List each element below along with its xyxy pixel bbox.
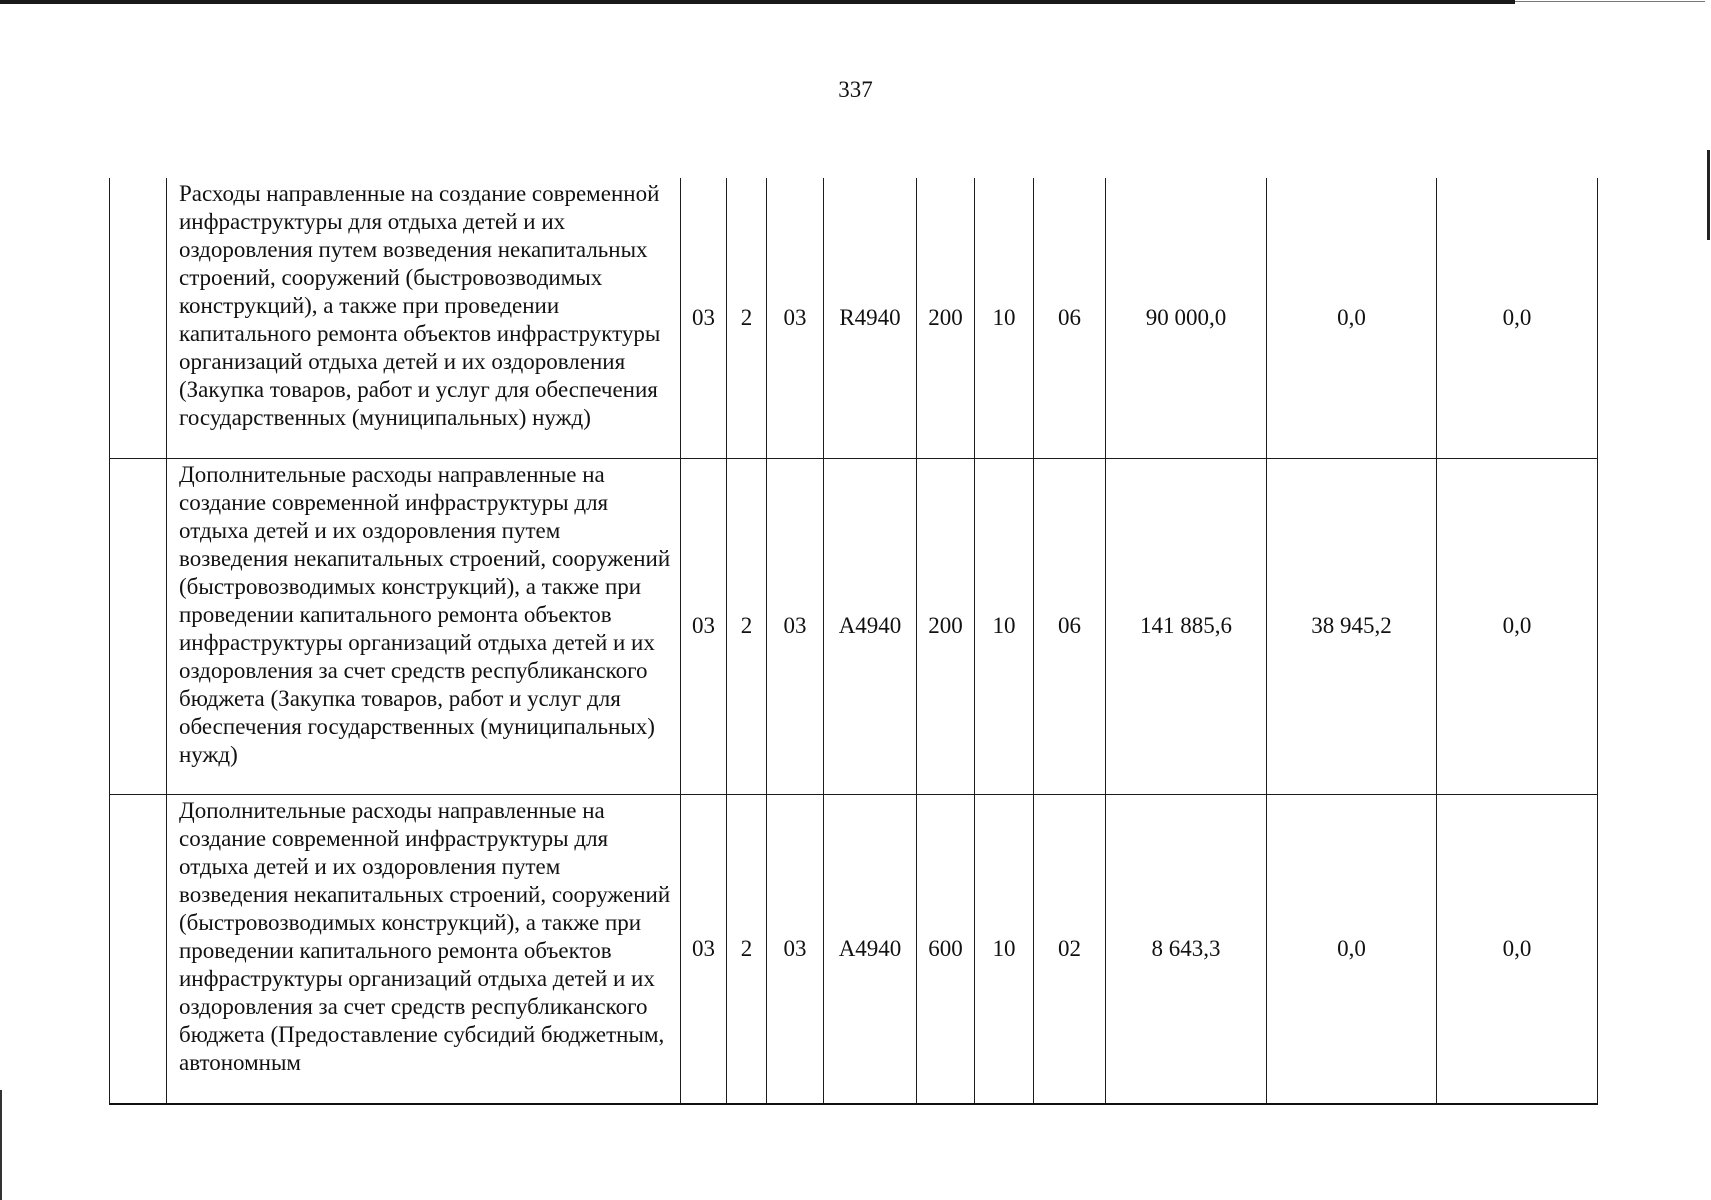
amount-2: 0,0 [1267, 178, 1437, 458]
event-code: 03 [767, 458, 824, 794]
subprogram-code: 2 [727, 458, 767, 794]
row-description: Дополнительные расходы направленные на создание современной инфраструктуры для отдыха детей и их оздоровления путем возведения некапитальных строений, сооружений (быстровозводимых конструкций), а также при проведении капитального ремонта объектов инфраструктуры организаций отдыха детей и их оздоровления за счет средств республиканского бюджета (Закупка товаров, работ и услуг для обеспечения государственных (муниципальных) нужд) [167, 458, 681, 794]
expense-type-code: 200 [917, 458, 975, 794]
budget-table [109, 178, 1598, 1105]
row-number-cell [110, 178, 167, 458]
page-number: 337 [838, 77, 873, 102]
table-row [110, 458, 1598, 794]
program-code: 03 [681, 178, 727, 458]
row-description: Дополнительные расходы направленные на создание современной инфраструктуры для отдыха детей и их оздоровления путем возведения некапитальных строений, сооружений (быстровозводимых конструкций), а также при проведении капитального ремонта объектов инфраструктуры организаций отдыха детей и их оздоровления за счет средств республиканского бюджета (Предоставление субсидий бюджетным, автономным [167, 794, 681, 1104]
row-description: Расходы направленные на создание современной инфраструктуры для отдыха детей и их оздоровления путем возведения некапитальных строений, сооружений (быстровозводимых конструкций), а также при проведении капитального ремонта объектов инфраструктуры организаций отдыха детей и их оздоровления (Закупка товаров, работ и услуг для обеспечения государственных (муниципальных) нужд) [167, 178, 681, 458]
scan-top-border-thin [1515, 1, 1705, 2]
subprogram-code: 2 [727, 178, 767, 458]
direction-code: A4940 [824, 794, 917, 1104]
program-code: 03 [681, 794, 727, 1104]
scan-top-border [0, 0, 1515, 4]
amount-2: 38 945,2 [1267, 458, 1437, 794]
amount-3: 0,0 [1437, 178, 1598, 458]
scan-right-edge-mark [1707, 150, 1710, 240]
row-number-cell [110, 794, 167, 1104]
subsection-code: 06 [1034, 178, 1106, 458]
section-code: 10 [975, 458, 1034, 794]
amount-1: 90 000,0 [1106, 178, 1267, 458]
section-code: 10 [975, 178, 1034, 458]
amount-3: 0,0 [1437, 794, 1598, 1104]
expense-type-code: 200 [917, 178, 975, 458]
amount-2: 0,0 [1267, 794, 1437, 1104]
expense-type-code: 600 [917, 794, 975, 1104]
scan-left-edge-mark [0, 1090, 2, 1200]
table-row [110, 178, 1598, 458]
subprogram-code: 2 [727, 794, 767, 1104]
program-code: 03 [681, 458, 727, 794]
section-code: 10 [975, 794, 1034, 1104]
event-code: 03 [767, 178, 824, 458]
table-row [110, 794, 1598, 1104]
event-code: 03 [767, 794, 824, 1104]
amount-1: 141 885,6 [1106, 458, 1267, 794]
row-number-cell [110, 458, 167, 794]
amount-1: 8 643,3 [1106, 794, 1267, 1104]
subsection-code: 06 [1034, 458, 1106, 794]
direction-code: R4940 [824, 178, 917, 458]
direction-code: A4940 [824, 458, 917, 794]
amount-3: 0,0 [1437, 458, 1598, 794]
subsection-code: 02 [1034, 794, 1106, 1104]
